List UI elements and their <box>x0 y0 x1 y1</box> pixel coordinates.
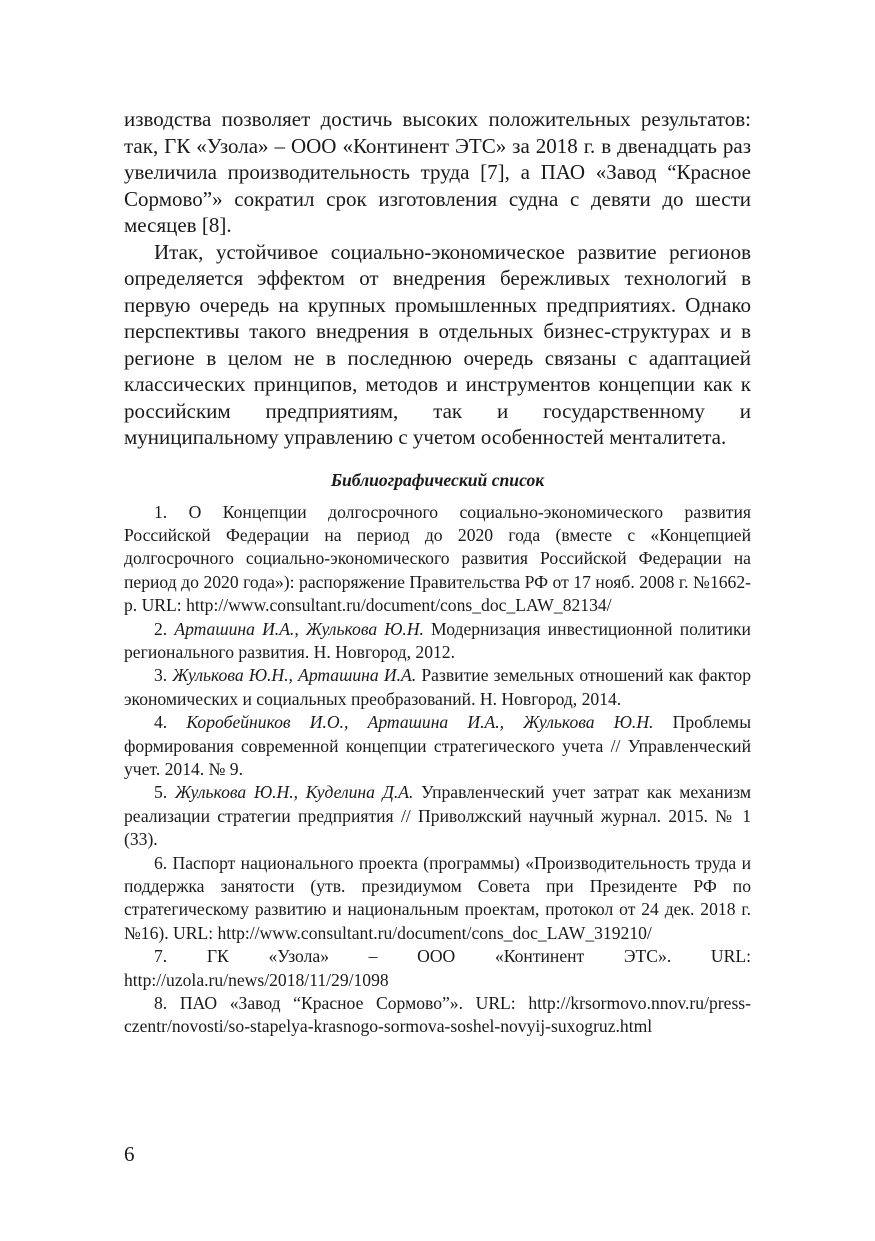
ref-number: 3. <box>154 665 168 686</box>
bibliography-item-3 <box>124 664 751 711</box>
ref-text: ПАО «Завод “Красное Сормово”». URL: http://krsormovo.nnov.ru/press-czentr/novosti/so-stapelya-krasnogo-sormova-soshel-novyij-suxogruz.html <box>124 993 751 1037</box>
ref-authors: Жулькова Ю.Н., Арташина И.А. <box>172 665 417 686</box>
body-paragraph-2: Итак, устойчивое социально-экономическое развитие регионов определяется эффектом от внедрения бережливых технологий в первую очередь на крупных промышленных предприятиях. Однако перспективы такого внедрения в отдельных бизнес-структурах и в регионе в целом не в последнюю очередь связаны с адаптацией классических принципов, методов и инструментов концепции как к российским предприятиям, так и государственному и муниципальному управлению с учетом особенностей менталитета. <box>124 239 751 449</box>
ref-number: 2. <box>154 618 168 639</box>
ref-text: Проблемы формирования современной концепции стратегического учета // Управленческий учет. 2014. № 9. <box>124 712 752 779</box>
ref-text: Управленческий учет затрат как механизм реализации стратегии предприятия // Приволжский научный журнал. 2015. № 1 (33). <box>124 782 752 850</box>
ref-number: 4. <box>154 712 168 733</box>
body-paragraph-1: изводства позволяет достичь высоких положительных результатов: так, ГК «Узола» – ООО «Континент ЭТС» за 2018 г. в двенадцать раз увеличила производительность труда [7], а ПАО «Завод “Красное Сормово”» сократил срок изготовления судна с девяти до шести месяцев [8]. <box>124 107 751 237</box>
ref-number: 8. <box>154 993 168 1014</box>
bibliography-item-7 <box>124 945 751 992</box>
ref-number: 6. <box>154 852 168 873</box>
ref-text: Модернизация инвестиционной политики регионального развития. Н. Новгород, 2012. <box>124 618 751 662</box>
body-text <box>124 106 751 451</box>
bibliography-item-8 <box>124 992 751 1039</box>
ref-authors: Арташина И.А., Жулькова Ю.Н. <box>174 618 424 639</box>
ref-number: 1. <box>154 501 168 522</box>
bibliography-heading: Библиографический список <box>330 469 545 490</box>
bibliography-item-6 <box>124 852 751 946</box>
bibliography-item-2 <box>124 618 751 665</box>
bibliography-item-1 <box>124 501 751 618</box>
ref-authors: Жулькова Ю.Н., Куделина Д.А. <box>174 782 414 803</box>
ref-number: 7. <box>154 946 168 967</box>
bibliography-item-4 <box>124 711 751 781</box>
page-number: 6 <box>124 1142 135 1166</box>
ref-text: Паспорт национального проекта (программы) «Производительность труда и поддержка занятости (утв. президиумом Совета при Президенте РФ по стратегическому развитию и национальным проектам, протокол от 24 дек. 2018 г. №16). URL: http://www.consultant.ru/document/cons_doc_LAW_319210/ <box>124 852 751 943</box>
ref-number: 5. <box>154 782 168 803</box>
page-content <box>124 106 751 1039</box>
ref-text: ГК «Узола» – ООО «Континент ЭТС». URL: http://uzola.ru/news/2018/11/29/1098 <box>124 946 751 990</box>
bibliography-item-5 <box>124 781 751 851</box>
ref-text: Развитие земельных отношений как фактор экономических и социальных преобразований. Н. Новгород, 2014. <box>124 665 752 709</box>
ref-authors: Коробейников И.О., Арташина И.А., Жулькова Ю.Н. <box>186 712 654 733</box>
bibliography-list <box>124 501 751 1039</box>
ref-text: О Концепции долгосрочного социально-экономического развития Российской Федерации на период до 2020 года (вместе с «Концепцией долгосрочного социально-экономического развития Российской Федерации на период до 2020 года»): распоряжение Правительства РФ от 17 нояб. 2008 г. №1662-р. URL: http://www.consultant.ru/document/cons_doc_LAW_82134/ <box>124 501 751 616</box>
